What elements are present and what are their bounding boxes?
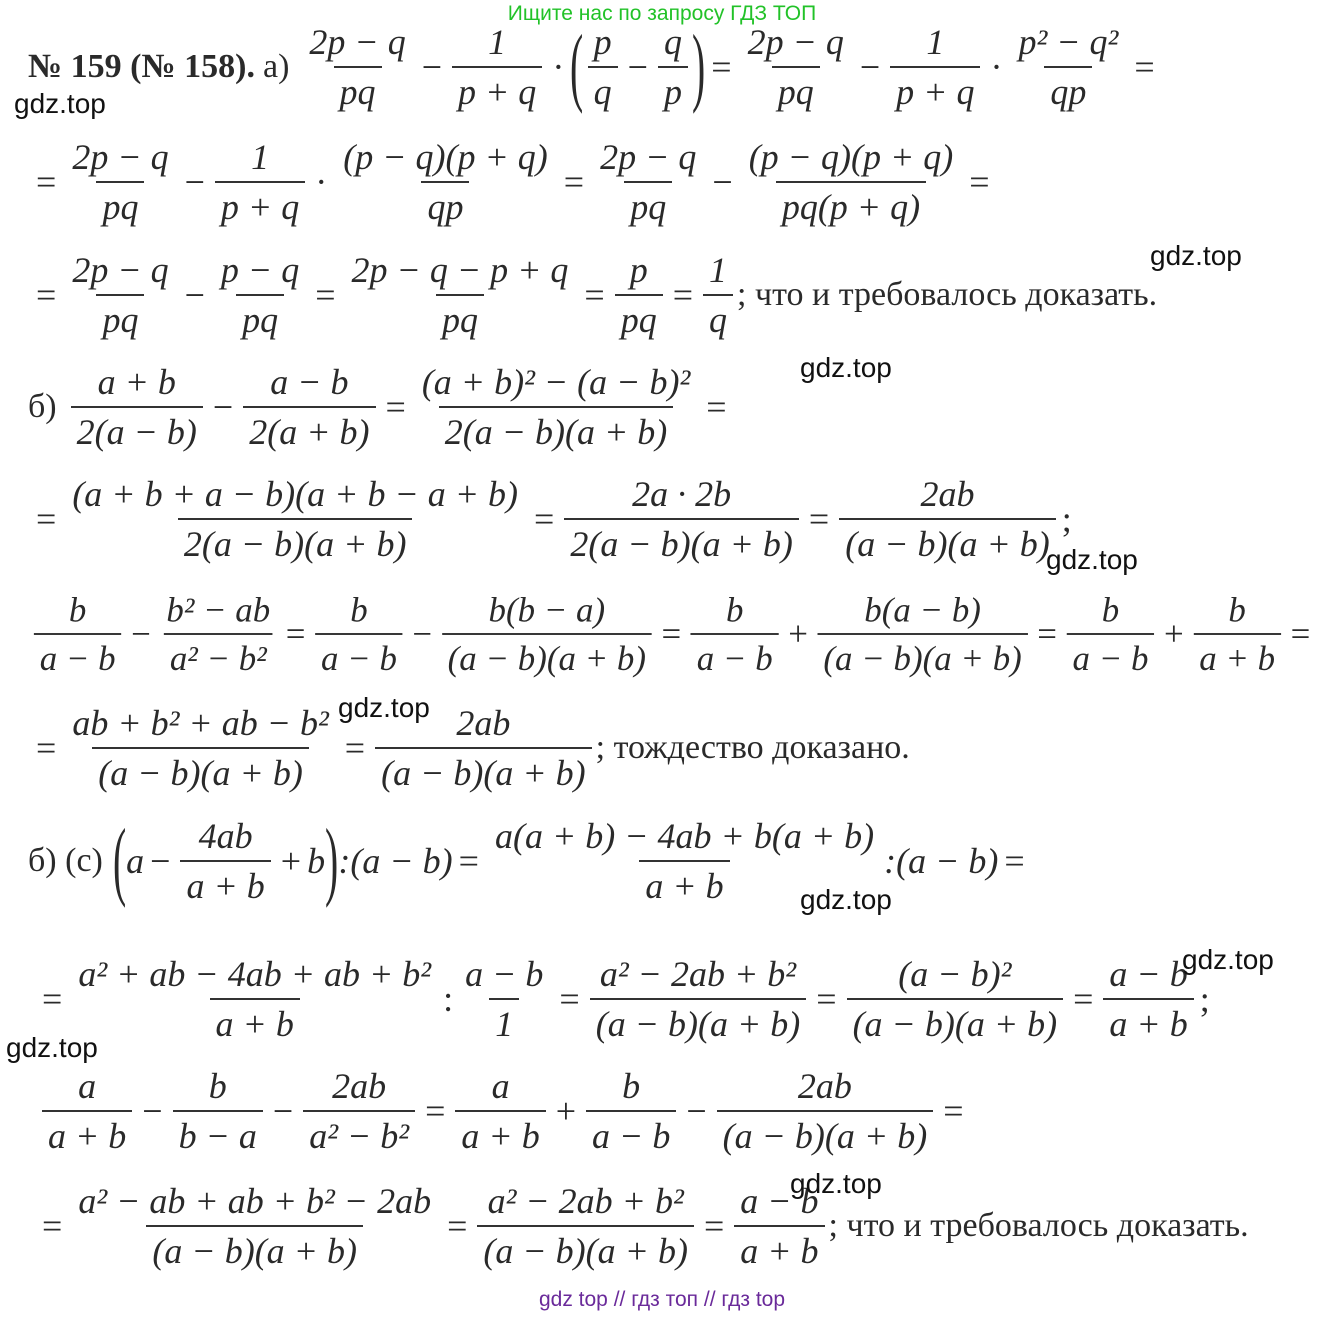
fraction xyxy=(477,1177,694,1275)
fraction xyxy=(743,133,960,231)
denominator: a + b xyxy=(210,998,300,1048)
fraction xyxy=(594,133,702,231)
denominator: a + b xyxy=(639,860,729,910)
math-line-3: = $\frac{2p - q}{pq}$ − $\frac{p - q}{pq}$ = $\frac{2p - q - p + q}{pq}$ = $\frac{p}{pq}$ = $\frac{1}{q}$ ; что и требовалось доказать. xyxy=(30,246,1157,344)
numerator: a − b xyxy=(270,362,349,402)
conclusion-text: ; что и требовалось доказать. xyxy=(737,276,1158,313)
fraction xyxy=(691,586,779,681)
denominator: a − b xyxy=(586,1110,676,1160)
denominator: p + q xyxy=(452,66,542,116)
fraction xyxy=(459,950,549,1048)
denominator: a − b xyxy=(34,633,122,681)
denominator: a + b xyxy=(1103,998,1193,1048)
numerator: 1 xyxy=(488,22,507,62)
numerator: q xyxy=(663,22,682,62)
numerator: p xyxy=(629,250,648,290)
fraction xyxy=(303,1062,415,1160)
math-line-7: = $\frac{\text{ab + b² + ab − b²}}{(a - b)(a + b)}$ = $\frac{2ab}{(a - b)(a + b)}$ ; тождество доказано. xyxy=(30,699,910,797)
denominator: a + b xyxy=(734,1225,824,1275)
math-line-10: $\frac{a}{a + b}$ − $\frac{b}{b - a}$ − $\frac{2ab}{\text{a² − b²}}$ = $\frac{a}{a + b}$ + $\frac{b}{a - b}$ − $\frac{2ab}{(a - b)(a + b)}$ = xyxy=(38,1062,970,1160)
denominator: a − b xyxy=(315,633,403,681)
numerator: a − b xyxy=(465,954,544,994)
label-a: а) xyxy=(262,48,290,85)
denominator: 1 xyxy=(489,998,519,1048)
denominator: (a − b)(a + b) xyxy=(847,998,1064,1048)
numerator: b(a − b) xyxy=(864,590,981,630)
denominator: pq xyxy=(96,181,144,231)
numerator: (p − q)(p + q) xyxy=(748,137,954,177)
math-line-1: № 159 (№ 158). а) $\frac{2p - q}{pq}$ − $\frac{1}{p + q}$ · ( $\frac{p}{q}$ − $\frac{q}{p}$ ) = $\frac{2p - q}{pq}$ − $\frac{1}{p + q}$ · $\frac{\text{p² − q²}}{qp}$ = xyxy=(28,18,1155,115)
bottom-banner: gdz top // гдз топ // гдз top xyxy=(538,1288,786,1311)
denominator: (a − b)(a + b) xyxy=(818,633,1028,681)
numerator: a + b xyxy=(97,362,176,402)
denominator: 2(a + b) xyxy=(243,406,375,456)
watermark: gdz.top xyxy=(1182,944,1274,975)
numerator: (a + b)² − (a − b)² xyxy=(421,362,691,402)
numerator: b xyxy=(208,1066,227,1106)
fraction xyxy=(1103,950,1193,1048)
numerator: 2ab xyxy=(797,1066,852,1106)
denominator: (a − b)(a + b) xyxy=(590,998,807,1048)
conclusion-text: ; что и требовалось доказать. xyxy=(828,1207,1249,1244)
denominator: a² − b² xyxy=(303,1110,415,1160)
math-line-5: = $\frac{(a + b + a - b)(a + b - a + b)}{2(a - b)(a + b)}$ = $\frac{2a \cdot 2b}{2(a - b)(a + b)}$ = $\frac{2ab}{(a - b)(a + b)}$ ; xyxy=(30,470,1074,568)
numerator: 2p − q xyxy=(72,250,169,290)
denominator: (a − b)(a + b) xyxy=(375,747,592,797)
denominator: qp xyxy=(421,181,469,231)
fraction xyxy=(564,470,799,568)
numerator: b xyxy=(725,590,744,630)
denominator: b − a xyxy=(173,1110,263,1160)
math-line-4: б) $\frac{a + b}{2(a - b)}$ − $\frac{a - b}{2(a + b)}$ = $\frac{\text{(a + b)² − (a − b)²}}{2(a - b)(a + b)}$ = xyxy=(28,358,733,456)
fraction xyxy=(66,133,174,231)
numerator: b xyxy=(350,590,368,630)
denominator: (a − b)(a + b) xyxy=(92,747,309,797)
numerator: b xyxy=(1228,590,1246,630)
math-line-6: $\frac{b}{a - b}$ − $\frac{\text{b² − ab}}{\text{a² − b²}}$ = $\frac{b}{a - b}$ − $\frac{b(b - a)}{(a - b)(a + b)}$ = $\frac{b}{a - b}$ + $\frac{b(a - b)}{(a - b)(a + b)}$ = $\frac{b}{a - b}$ + $\frac{b}{a + b}$ = xyxy=(30,586,1316,681)
math-line-2: = $\frac{2p - q}{pq}$ − $\frac{1}{p + q}$ · $\frac{(p - q)(p + q)}{qp}$ = $\frac{2p - q}{pq}$ − $\frac{(p - q)(p + q)}{pq(p + q)}$ = xyxy=(30,133,996,231)
fraction xyxy=(42,1062,132,1160)
numerator: a² − 2ab + b² xyxy=(599,954,797,994)
fraction xyxy=(818,586,1028,681)
numerator: a(a + b) − 4ab + b(a + b) xyxy=(494,816,875,856)
divisor: :(a − b) xyxy=(884,841,999,881)
denominator: 2(a − b)(a + b) xyxy=(178,518,413,568)
fraction xyxy=(315,586,403,681)
fraction xyxy=(303,18,411,116)
denominator: qp xyxy=(1044,66,1092,116)
denominator: 2(a − b) xyxy=(71,406,203,456)
divisor: :(a − b) xyxy=(338,841,453,881)
fraction xyxy=(703,246,733,344)
numerator: b(b − a) xyxy=(488,590,606,630)
denominator: 2(a − b)(a + b) xyxy=(439,406,674,456)
denominator: p xyxy=(658,66,688,116)
numerator: p xyxy=(593,22,612,62)
denominator: a² − b² xyxy=(164,633,273,681)
fraction xyxy=(180,812,270,910)
numerator: a xyxy=(491,1066,510,1106)
term-a: a xyxy=(126,841,145,881)
numerator: 2p − q − p + q xyxy=(351,250,569,290)
numerator: a² + ab − 4ab + ab + b² xyxy=(78,954,432,994)
fraction xyxy=(72,950,437,1048)
fraction xyxy=(590,950,807,1048)
fraction xyxy=(588,18,618,116)
math-line-8: б) (с) ( a − $\frac{4ab}{a + b}$ + b ) :(a − b) = $\frac{a(a + b) - 4ab + b(a + b)}{a + b}$ :(a − b) = xyxy=(28,812,1025,909)
numerator: (a − b)² xyxy=(898,954,1012,994)
fraction xyxy=(71,358,203,456)
denominator: pq xyxy=(236,294,284,344)
fraction xyxy=(337,133,554,231)
denominator: pq xyxy=(772,66,820,116)
fraction xyxy=(173,1062,263,1160)
denominator: a + b xyxy=(180,860,270,910)
watermark: gdz.top xyxy=(338,692,430,723)
fraction xyxy=(742,18,850,116)
fraction xyxy=(215,246,305,344)
watermark: gdz.top xyxy=(800,352,892,383)
problem-number: № 159 (№ 158). xyxy=(28,48,255,85)
denominator: 2(a − b)(a + b) xyxy=(564,518,799,568)
denominator: a + b xyxy=(1193,633,1281,681)
watermark: gdz.top xyxy=(1046,544,1138,575)
numerator: b² − ab xyxy=(166,590,271,630)
numerator: 2ab xyxy=(456,703,511,743)
denominator: (a − b)(a + b) xyxy=(839,518,1056,568)
numerator: b xyxy=(622,1066,641,1106)
denominator: a − b xyxy=(691,633,779,681)
fraction xyxy=(66,470,524,568)
fraction xyxy=(717,1062,934,1160)
fraction xyxy=(452,18,542,116)
denominator: q xyxy=(588,66,618,116)
numerator: 2ab xyxy=(332,1066,387,1106)
watermark: gdz.top xyxy=(6,1032,98,1063)
denominator: (a − b)(a + b) xyxy=(442,633,652,681)
numerator: p − q xyxy=(220,250,300,290)
denominator: pq(p + q) xyxy=(776,181,926,231)
denominator: pq xyxy=(96,294,144,344)
denominator: p + q xyxy=(890,66,980,116)
numerator: a − b xyxy=(740,1181,819,1221)
conclusion-text: ; тождество доказано. xyxy=(595,729,910,766)
fraction xyxy=(586,1062,676,1160)
numerator: 2ab xyxy=(920,474,975,514)
fraction xyxy=(455,1062,545,1160)
fraction xyxy=(890,18,980,116)
numerator: a xyxy=(78,1066,97,1106)
watermark: gdz.top xyxy=(800,884,892,915)
numerator: 2p − q xyxy=(309,22,406,62)
denominator: (a − b)(a + b) xyxy=(477,1225,694,1275)
denominator: (a − b)(a + b) xyxy=(146,1225,363,1275)
fraction xyxy=(416,358,696,456)
numerator: b xyxy=(68,590,87,630)
fraction xyxy=(34,586,122,681)
fraction xyxy=(1012,18,1124,116)
label-b: б) xyxy=(28,388,57,425)
fraction xyxy=(243,358,375,456)
fraction xyxy=(66,246,174,344)
math-line-9: = $\frac{\text{a² + ab − 4ab + ab + b²}}{a + b}$ : $\frac{a - b}{1}$ = $\frac{\text{a² − 2ab + b²}}{(a - b)(a + b)}$ = $\frac{\text{(a − b)²}}{(a - b)(a + b)}$ = $\frac{a - b}{a + b}$ ; xyxy=(36,950,1212,1048)
term-b: b xyxy=(307,841,326,881)
math-line-11: = $\frac{\text{a² − ab + ab + b² − 2ab}}{(a - b)(a + b)}$ = $\frac{\text{a² − 2ab + b²}}{(a - b)(a + b)}$ = $\frac{a - b}{a + b}$ ; что и требовалось доказать. xyxy=(36,1177,1249,1275)
label-bc: б) (с) xyxy=(28,842,103,879)
denominator: pq xyxy=(436,294,484,344)
fraction xyxy=(615,246,663,344)
top-banner: Ищите нас по запросу ГДЗ ТОП xyxy=(507,2,817,25)
denominator: (a − b)(a + b) xyxy=(717,1110,934,1160)
fraction xyxy=(72,1177,437,1275)
numerator: 2p − q xyxy=(747,22,844,62)
fraction xyxy=(839,470,1056,568)
numerator: a² − 2ab + b² xyxy=(487,1181,684,1221)
fraction xyxy=(215,133,305,231)
numerator: ab + b² + ab − b² xyxy=(72,703,329,743)
numerator: 1 xyxy=(251,137,270,177)
fraction xyxy=(442,586,652,681)
denominator: pq xyxy=(334,66,382,116)
fraction xyxy=(658,18,688,116)
numerator: a − b xyxy=(1109,954,1188,994)
denominator: p + q xyxy=(215,181,305,231)
denominator: a + b xyxy=(42,1110,132,1160)
watermark: gdz.top xyxy=(1150,240,1242,271)
denominator: pq xyxy=(624,181,672,231)
denominator: pq xyxy=(615,294,663,344)
numerator: 4ab xyxy=(198,816,253,856)
denominator: a − b xyxy=(1067,633,1155,681)
numerator: 1 xyxy=(926,22,945,62)
watermark: gdz.top xyxy=(790,1168,882,1199)
numerator: 2p − q xyxy=(72,137,169,177)
numerator: p² − q² xyxy=(1018,22,1119,62)
fraction xyxy=(346,246,575,344)
denominator: a + b xyxy=(455,1110,545,1160)
numerator: 1 xyxy=(709,250,728,290)
fraction xyxy=(1193,586,1281,681)
numerator: 2p − q xyxy=(600,137,697,177)
fraction xyxy=(161,586,277,681)
denominator: q xyxy=(703,294,733,344)
numerator: b xyxy=(1101,590,1120,630)
numerator: 2a · 2b xyxy=(632,474,732,514)
fraction xyxy=(1067,586,1155,681)
numerator: (p − q)(p + q) xyxy=(343,137,548,177)
numerator: (a + b + a − b)(a + b − a + b) xyxy=(72,474,519,514)
numerator: a² − ab + ab + b² − 2ab xyxy=(78,1181,432,1221)
watermark: gdz.top xyxy=(14,88,106,119)
fraction xyxy=(847,950,1064,1048)
fraction xyxy=(66,699,334,797)
